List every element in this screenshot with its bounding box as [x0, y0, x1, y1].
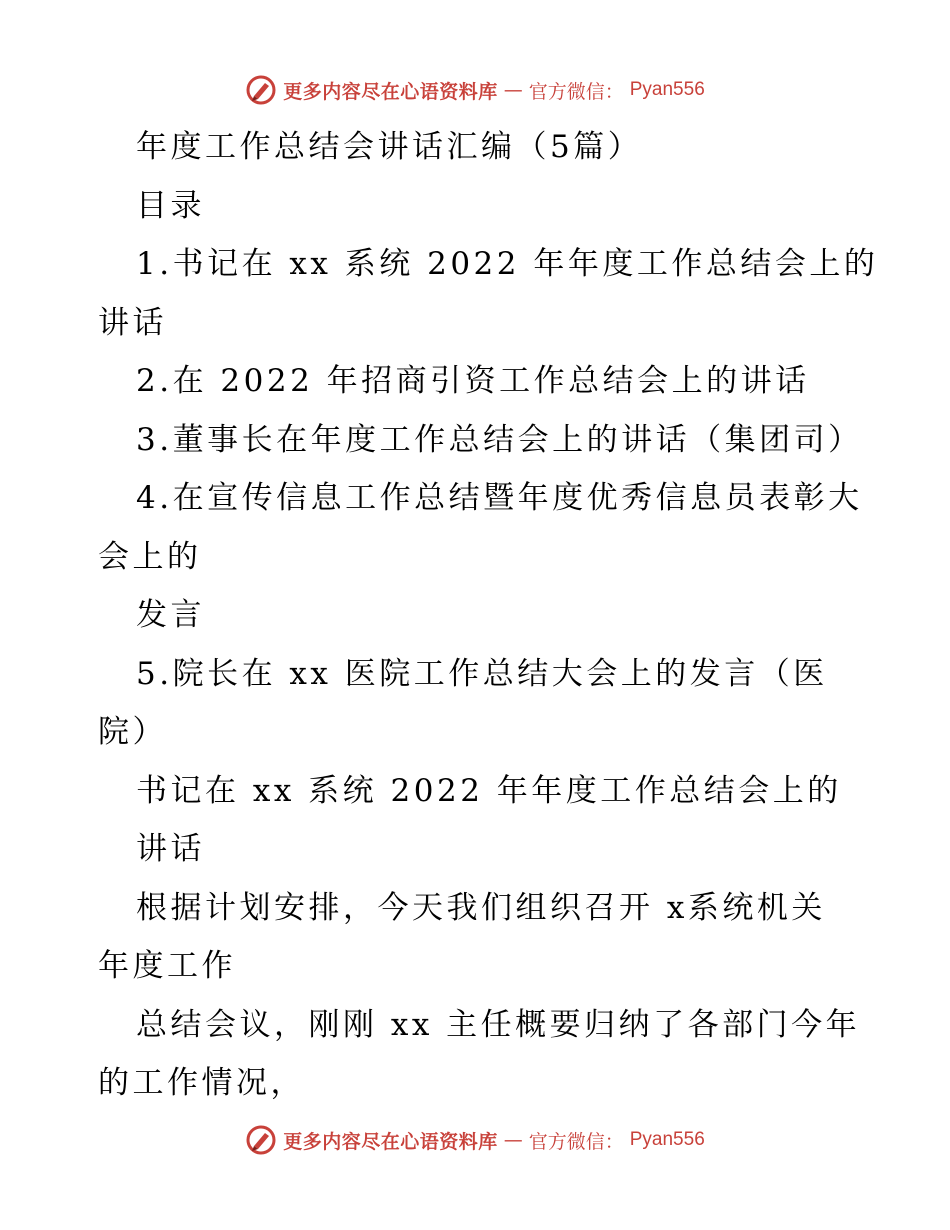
watermark-dash: —	[503, 1129, 523, 1151]
document-body	[98, 118, 879, 1113]
pen-logo-icon	[245, 74, 277, 106]
watermark-id: Pyan556	[629, 79, 705, 100]
watermark-id: Pyan556	[629, 1129, 705, 1150]
watermark-suffix: 官方微信：	[528, 80, 624, 103]
doc-line: 5.院长在 xx 医院工作总结大会上的发言（医	[136, 655, 828, 692]
header-watermark	[0, 70, 950, 110]
doc-line: 院）	[98, 714, 167, 750]
doc-line: 2.在 2022 年招商引资工作总结会上的讲话	[136, 363, 810, 399]
watermark-dash: —	[503, 79, 523, 101]
doc-line: 发言	[136, 597, 205, 633]
footer-watermark	[0, 1120, 950, 1160]
doc-line: 书记在 xx 系统 2022 年年度工作总结会上的	[136, 772, 842, 809]
pen-logo-icon	[245, 1124, 277, 1156]
doc-line: 3.董事长在年度工作总结会上的讲话（集团司）	[136, 421, 863, 458]
doc-line: 1.书记在 xx 系统 2022 年年度工作总结会上的	[136, 246, 879, 282]
doc-line: 年度工作总结会讲话汇编（5篇）	[136, 129, 643, 165]
watermark-text: 更多内容尽在心语资料库	[283, 1130, 498, 1153]
doc-line: 根据计划安排，今天我们组织召开 x系统机关	[136, 889, 826, 926]
doc-line: 的工作情况，	[98, 1065, 305, 1101]
doc-line: 目录	[136, 187, 205, 224]
doc-line: 4.在宣传信息工作总结暨年度优秀信息员表彰大	[136, 480, 863, 516]
doc-line: 年度工作	[98, 948, 236, 984]
doc-line: 讲话	[98, 304, 167, 341]
doc-line: 总结会议，刚刚 xx 主任概要归纳了各部门今年	[136, 1006, 861, 1043]
watermark-suffix: 官方微信：	[528, 1130, 624, 1153]
watermark-text: 更多内容尽在心语资料库	[283, 80, 498, 103]
doc-line: 讲话	[136, 831, 205, 867]
doc-line: 会上的	[98, 538, 202, 575]
